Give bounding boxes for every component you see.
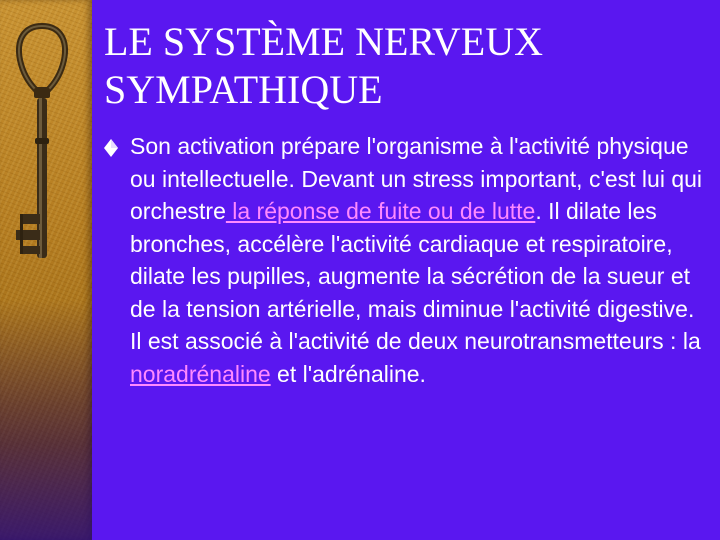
bullet-item xyxy=(104,130,708,390)
bullet-text xyxy=(130,130,708,390)
link-fuite-ou-lutte[interactable]: la réponse de fuite ou de lutte xyxy=(225,198,536,224)
slide-title xyxy=(104,18,704,114)
band-fade xyxy=(0,300,92,540)
body-text-part-2: . Il dilate les bronches, accélère l'activité cardiaque et respiratoire, dilate les pupilles, augmente la sécrétion de la sueur et de la tension artérielle, mais diminue l'activité digestive. Il est associé à l'activité de deux neurotransmetteurs : la xyxy=(130,198,701,354)
diamond-bullet-icon xyxy=(104,139,118,157)
body-text-part-3: et l'adrénaline. xyxy=(270,360,426,387)
title-line-1: LE SYSTÈME NERVEUX xyxy=(104,19,544,64)
link-noradrenaline[interactable]: noradrénaline xyxy=(130,360,271,387)
title-line-2: SYMPATHIQUE xyxy=(104,67,383,112)
wood-texture-band xyxy=(0,0,92,540)
key-icon xyxy=(6,18,76,278)
body-text-part-1: Son activation prépare l'organisme à l'activité physique ou intellectuelle. Devant un stress important, c'est lui qui orchestre xyxy=(130,133,703,224)
